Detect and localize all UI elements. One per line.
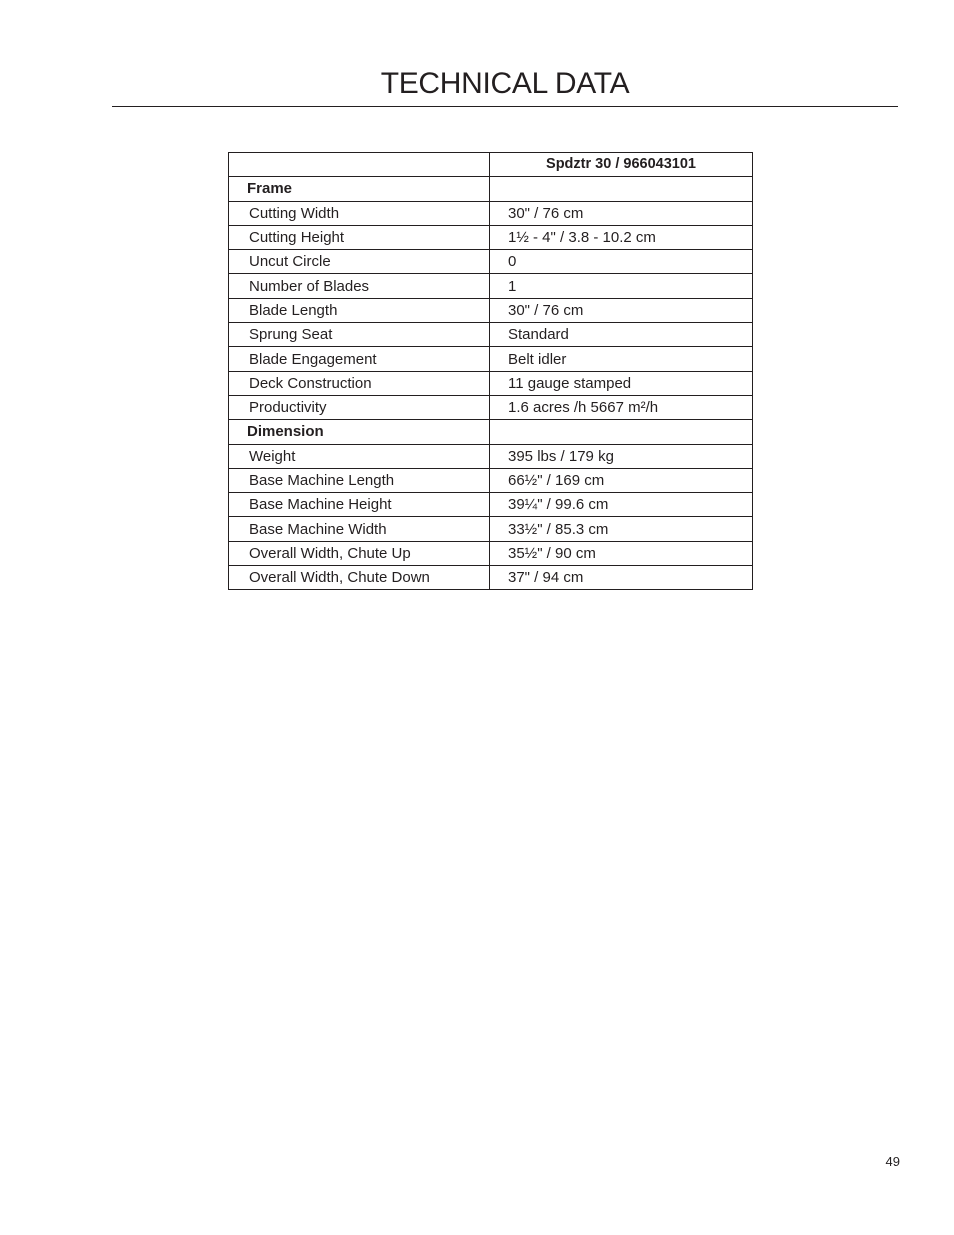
table-row <box>229 395 753 419</box>
spec-label: Base Machine Height <box>229 493 490 517</box>
section-empty-cell <box>490 177 753 201</box>
spec-value: 1½ - 4" / 3.8 - 10.2 cm <box>490 225 753 249</box>
table-row <box>229 250 753 274</box>
spec-value: 33½" / 85.3 cm <box>490 517 753 541</box>
page-number: 49 <box>885 1154 900 1169</box>
spec-value: 0 <box>490 250 753 274</box>
technical-data-table <box>228 152 753 590</box>
spec-value: 66½" / 169 cm <box>490 468 753 492</box>
section-label: Dimension <box>229 420 490 444</box>
spec-value: 395 lbs / 179 kg <box>490 444 753 468</box>
page-title: TECHNICAL DATA <box>380 67 630 100</box>
model-header: Spdztr 30 / 966043101 <box>490 153 753 177</box>
spec-label: Deck Construction <box>229 371 490 395</box>
header-label-cell <box>229 153 490 177</box>
spec-label: Cutting Width <box>229 201 490 225</box>
spec-label: Overall Width, Chute Down <box>229 566 490 590</box>
section-label: Frame <box>229 177 490 201</box>
spec-label: Weight <box>229 444 490 468</box>
spec-label: Productivity <box>229 395 490 419</box>
table-row <box>229 274 753 298</box>
spec-label: Uncut Circle <box>229 250 490 274</box>
spec-label: Blade Engagement <box>229 347 490 371</box>
section-empty-cell <box>490 420 753 444</box>
spec-label: Cutting Height <box>229 225 490 249</box>
spec-label: Number of Blades <box>229 274 490 298</box>
spec-value: 30" / 76 cm <box>490 298 753 322</box>
spec-value: 1.6 acres /h 5667 m²/h <box>490 395 753 419</box>
spec-value: 11 gauge stamped <box>490 371 753 395</box>
table-row <box>229 225 753 249</box>
table-row <box>229 493 753 517</box>
spec-value: 35½" / 90 cm <box>490 541 753 565</box>
table-header-row <box>229 153 753 177</box>
title-divider <box>112 106 898 107</box>
section-row-frame <box>229 177 753 201</box>
table-row <box>229 517 753 541</box>
table-row <box>229 323 753 347</box>
table-row <box>229 201 753 225</box>
table-row <box>229 541 753 565</box>
spec-label: Base Machine Length <box>229 468 490 492</box>
spec-value: 1 <box>490 274 753 298</box>
spec-value: 37" / 94 cm <box>490 566 753 590</box>
spec-value: Belt idler <box>490 347 753 371</box>
table-row <box>229 444 753 468</box>
table-row <box>229 566 753 590</box>
table-row <box>229 298 753 322</box>
spec-value: 30" / 76 cm <box>490 201 753 225</box>
table-row <box>229 468 753 492</box>
table-row <box>229 347 753 371</box>
spec-label: Overall Width, Chute Up <box>229 541 490 565</box>
table-row <box>229 371 753 395</box>
spec-label: Blade Length <box>229 298 490 322</box>
spec-value: Standard <box>490 323 753 347</box>
spec-value: 39¼" / 99.6 cm <box>490 493 753 517</box>
spec-label: Sprung Seat <box>229 323 490 347</box>
section-row-dimension <box>229 420 753 444</box>
spec-label: Base Machine Width <box>229 517 490 541</box>
